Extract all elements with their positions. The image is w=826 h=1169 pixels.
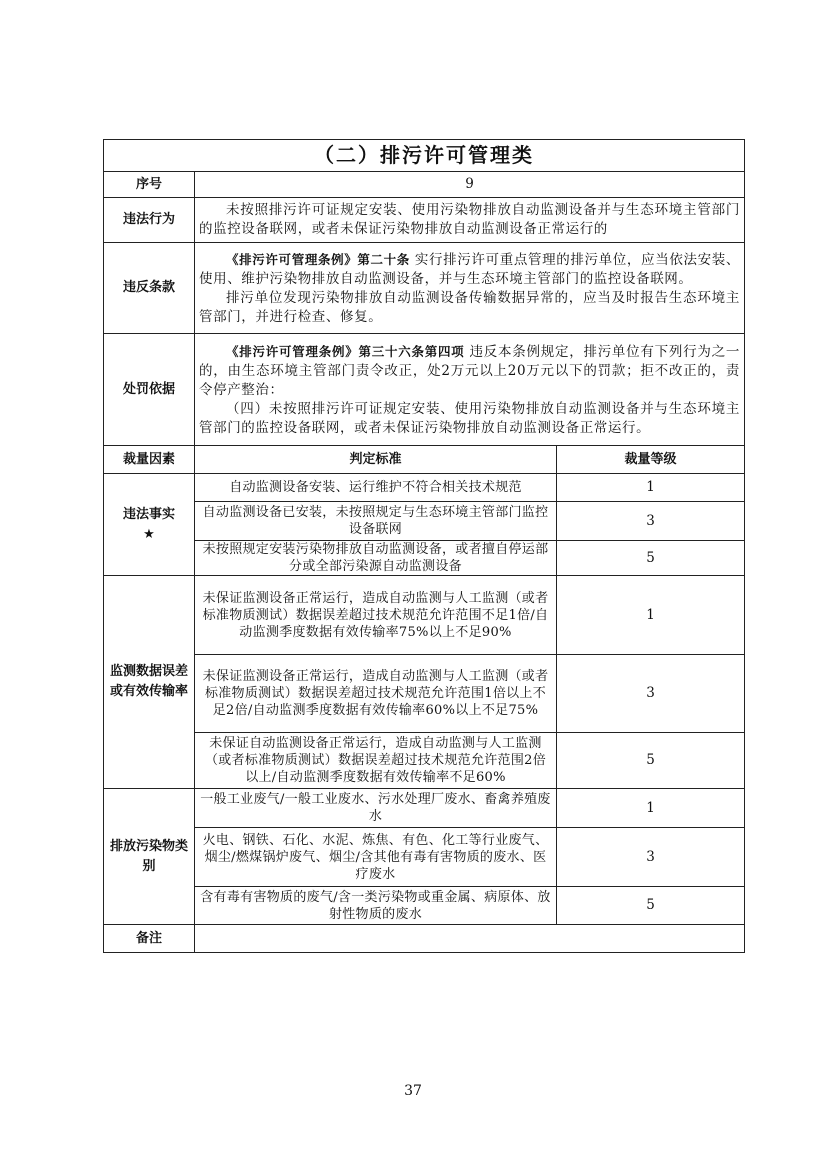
level: 1 (557, 474, 745, 502)
penalty-label: 处罚依据 (104, 334, 195, 446)
level: 3 (557, 655, 745, 733)
criterion: 自动监测设备已安装，未按照规定与生态环境主管部门监控设备联网 (195, 502, 557, 541)
level: 1 (557, 789, 745, 828)
clause-label: 违反条款 (104, 243, 195, 334)
criterion: 未保证监测设备正常运行，造成自动监测与人工监测（或者标准物质测试）数据误差超过技术规范允许范围不足1倍/自动监测季度数据有效传输率75%以上不足90% (195, 576, 557, 655)
remark-label: 备注 (104, 925, 195, 953)
clause-bold: 《排污许可管理条例》第二十条 (226, 251, 410, 267)
star-mark: ★ (143, 526, 155, 542)
penalty-text1: 违反本条例规定，排污单位有下列行为之一的，由生态环境主管部门责令改正，处2万元以上20万元以下的罚款；拒不改正的，责令停产整治： (199, 343, 741, 398)
behavior-text: 未按照排污许可证规定安装、使用污染物排放自动监测设备并与生态环境主管部门的监控设备联网，或者未保证污染物排放自动监测设备正常运行的 (195, 198, 745, 243)
criterion: 未保证自动监测设备正常运行，造成自动监测与人工监测（或者标准物质测试）数据误差超过技术规范允许范围2倍以上/自动监测季度数据有效传输率不足60% (195, 733, 557, 789)
criterion: 未保证监测设备正常运行，造成自动监测与人工监测（或者标准物质测试）数据误差超过技术规范允许范围1倍以上不足2倍/自动监测季度数据有效传输率60%以上不足75% (195, 655, 557, 733)
clause-text2: 排污单位发现污染物排放自动监测设备传输数据异常的，应当及时报告生态环境主管部门，并进行检查、修复。 (199, 289, 741, 325)
discretion-table (103, 139, 745, 953)
level: 5 (557, 887, 745, 925)
clause-text1: 实行排污许可重点管理的排污单位，应当依法安装、使用、维护污染物排放自动监测设备，并与生态环境主管部门的监控设备联网。 (199, 251, 741, 287)
header-level: 裁量等级 (557, 446, 745, 474)
level: 3 (557, 828, 745, 887)
seq-value: 9 (195, 172, 745, 198)
behavior-label: 违法行为 (104, 198, 195, 243)
penalty-bold: 《排污许可管理条例》第三十六条第四项 (226, 343, 465, 359)
criterion: 火电、钢铁、石化、水泥、炼焦、有色、化工等行业废气、烟尘/燃煤锅炉废气、烟尘/含其他有毒有害物质的废水、医疗废水 (195, 828, 557, 887)
criterion: 一般工业废气/一般工业废水、污水处理厂废水、畜禽养殖废水 (195, 789, 557, 828)
clause-text (195, 243, 745, 334)
factor-label: 监测数据误差或有效传输率 (104, 576, 195, 789)
criterion: 自动监测设备安装、运行维护不符合相关技术规范 (195, 474, 557, 502)
level: 5 (557, 541, 745, 576)
header-factor: 裁量因素 (104, 446, 195, 474)
level: 5 (557, 733, 745, 789)
table-title: （二）排污许可管理类 (104, 140, 745, 172)
remark-value (195, 925, 745, 953)
penalty-text2: （四）未按照排污许可证规定安装、使用污染物排放自动监测设备并与生态环境主管部门的监控设备联网，或者未保证污染物排放自动监测设备正常运行。 (199, 400, 741, 436)
level: 1 (557, 576, 745, 655)
factor-name: 违法事实 (122, 506, 175, 522)
header-criterion: 判定标准 (195, 446, 557, 474)
penalty-text (195, 334, 745, 446)
seq-label: 序号 (104, 172, 195, 198)
factor-label: 排放污染物类别 (104, 789, 195, 925)
factor-label (104, 474, 195, 576)
level: 3 (557, 502, 745, 541)
criterion: 未按照规定安装污染物排放自动监测设备，或者擅自停运部分或全部污染源自动监测设备 (195, 541, 557, 576)
criterion: 含有毒有害物质的废气/含一类污染物或重金属、病原体、放射性物质的废水 (195, 887, 557, 925)
page-number: 37 (404, 1083, 422, 1099)
